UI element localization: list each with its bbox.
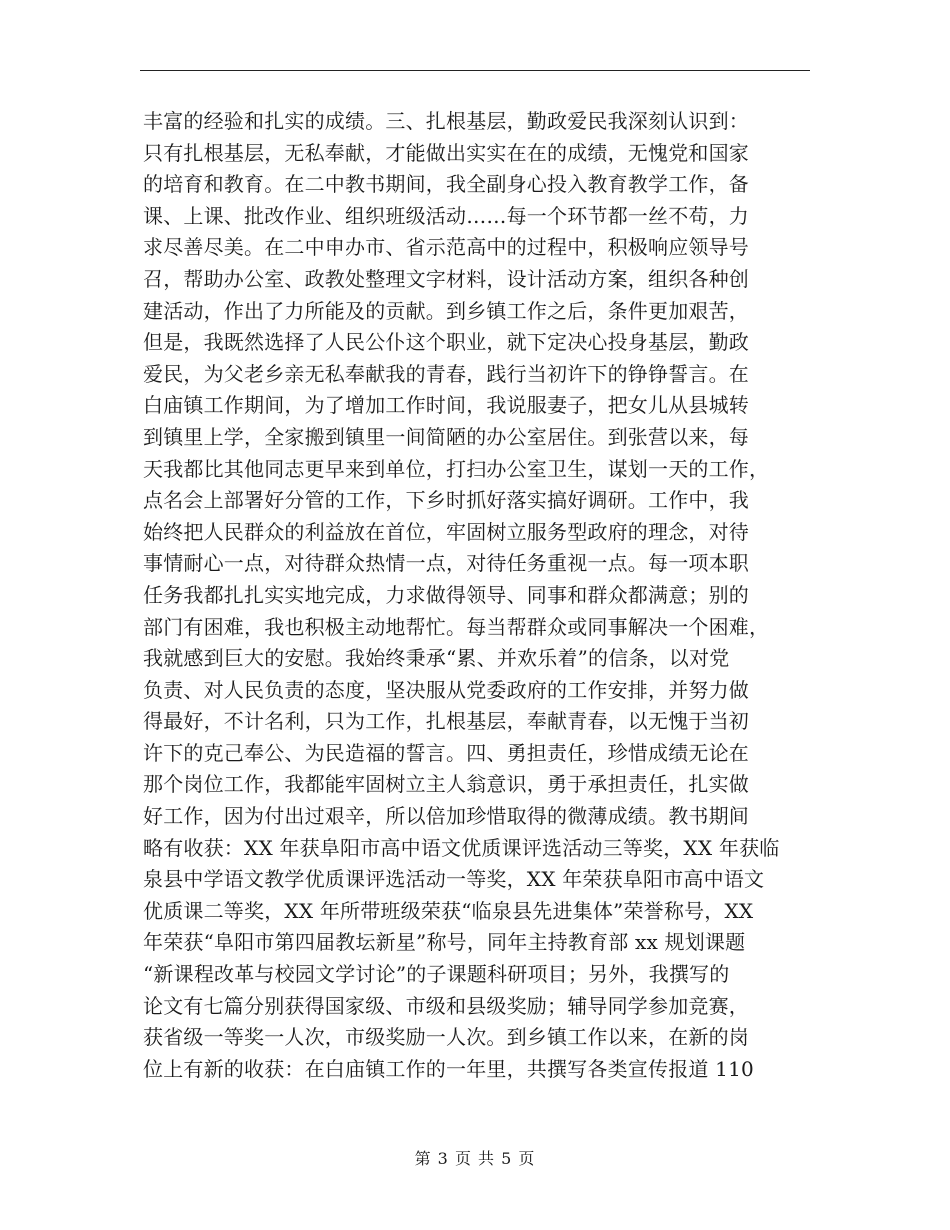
page-number: 第 3 页 共 5 页 <box>414 1149 536 1168</box>
body-text <box>143 106 813 1085</box>
text-line: 年荣获“阜阳市第四届教坛新星”称号，同年主持教育部 xx 规划课题 <box>143 930 746 955</box>
text-line: 但是，我既然选择了人民公仆这个职业，就下定决心投身基层，勤政 <box>143 330 749 355</box>
text-line: 负责、对人民负责的态度，坚决服从党委政府的工作安排，并努力做 <box>143 677 749 702</box>
text-line: 丰富的经验和扎实的成绩。三、扎根基层，勤政爱民我深刻认识到： <box>143 109 749 133</box>
text-line: 优质课二等奖，XX 年所带班级荣获“临泉县先进集体”荣誉称号，XX <box>143 898 754 923</box>
text-line: 位上有新的收获：在白庙镇工作的一年里，共撰写各类宣传报道 110 <box>143 1056 754 1081</box>
text-line: 始终把人民群众的利益放在首位，牢固树立服务型政府的理念，对待 <box>143 519 749 544</box>
text-line: 获省级一等奖一人次，市级奖励一人次。到乡镇工作以来，在新的岗 <box>143 1025 749 1050</box>
text-line: 许下的克己奉公、为民造福的誓言。四、勇担责任，珍惜成绩无论在 <box>143 740 749 765</box>
text-line: 的培育和教育。在二中教书期间，我全副身心投入教育教学工作，备 <box>143 172 749 197</box>
text-line: 求尽善尽美。在二中申办市、省示范高中的过程中，积极响应领导号 <box>143 235 749 260</box>
text-line: 论文有七篇分别获得国家级、市级和县级奖励；辅导同学参加竞赛， <box>143 993 749 1018</box>
text-line: 部门有困难，我也积极主动地帮忙。每当帮群众或同事解决一个困难， <box>143 614 770 639</box>
text-line: 好工作，因为付出过艰辛，所以倍加珍惜取得的微薄成绩。教书期间 <box>143 804 749 829</box>
text-line: 事情耐心一点，对待群众热情一点，对待任务重视一点。每一项本职 <box>143 551 749 576</box>
text-line: 点名会上部署好分管的工作，下乡时抓好落实搞好调研。工作中，我 <box>143 488 749 513</box>
text-line: 白庙镇工作期间，为了增加工作时间，我说服妻子，把女儿从县城转 <box>143 393 749 418</box>
text-line: 天我都比其他同志更早来到单位，打扫办公室卫生，谋划一天的工作， <box>143 456 770 481</box>
text-line: 建活动，作出了力所能及的贡献。到乡镇工作之后，条件更加艰苦， <box>143 298 749 323</box>
text-line: 泉县中学语文教学优质课评选活动一等奖，XX 年荣获阜阳市高中语文 <box>143 867 765 892</box>
text-line: 课、上课、批改作业、组织班级活动……每一个环节都一丝不苟，力 <box>143 203 749 228</box>
text-line: 召，帮助办公室、政教处整理文字材料，设计活动方案，组织各种创 <box>143 266 749 291</box>
text-line: 那个岗位工作，我都能牢固树立主人翁意识，勇于承担责任，扎实做 <box>143 772 749 797</box>
text-line: 任务我都扎扎实实地完成，力求做得领导、同事和群众都满意；别的 <box>143 582 749 607</box>
text-line: “新课程改革与校园文学讨论”的子课题科研项目；另外，我撰写的 <box>143 962 730 987</box>
text-line: 得最好，不计名利，只为工作，扎根基层，奉献青春，以无愧于当初 <box>143 709 749 734</box>
text-line: 爱民，为父老乡亲无私奉献我的青春，践行当初许下的铮铮誓言。在 <box>143 361 749 386</box>
text-line: 到镇里上学，全家搬到镇里一间简陋的办公室居住。到张营以来，每 <box>143 424 749 449</box>
header-rule <box>140 70 810 71</box>
text-line: 只有扎根基层，无私奉献，才能做出实实在在的成绩，无愧党和国家 <box>143 140 749 165</box>
text-line: 我就感到巨大的安慰。我始终秉承“累、并欢乐着”的信条，以对党 <box>143 646 730 671</box>
text-line: 略有收获：XX 年获阜阳市高中语文优质课评选活动三等奖，XX 年获临 <box>143 835 780 860</box>
